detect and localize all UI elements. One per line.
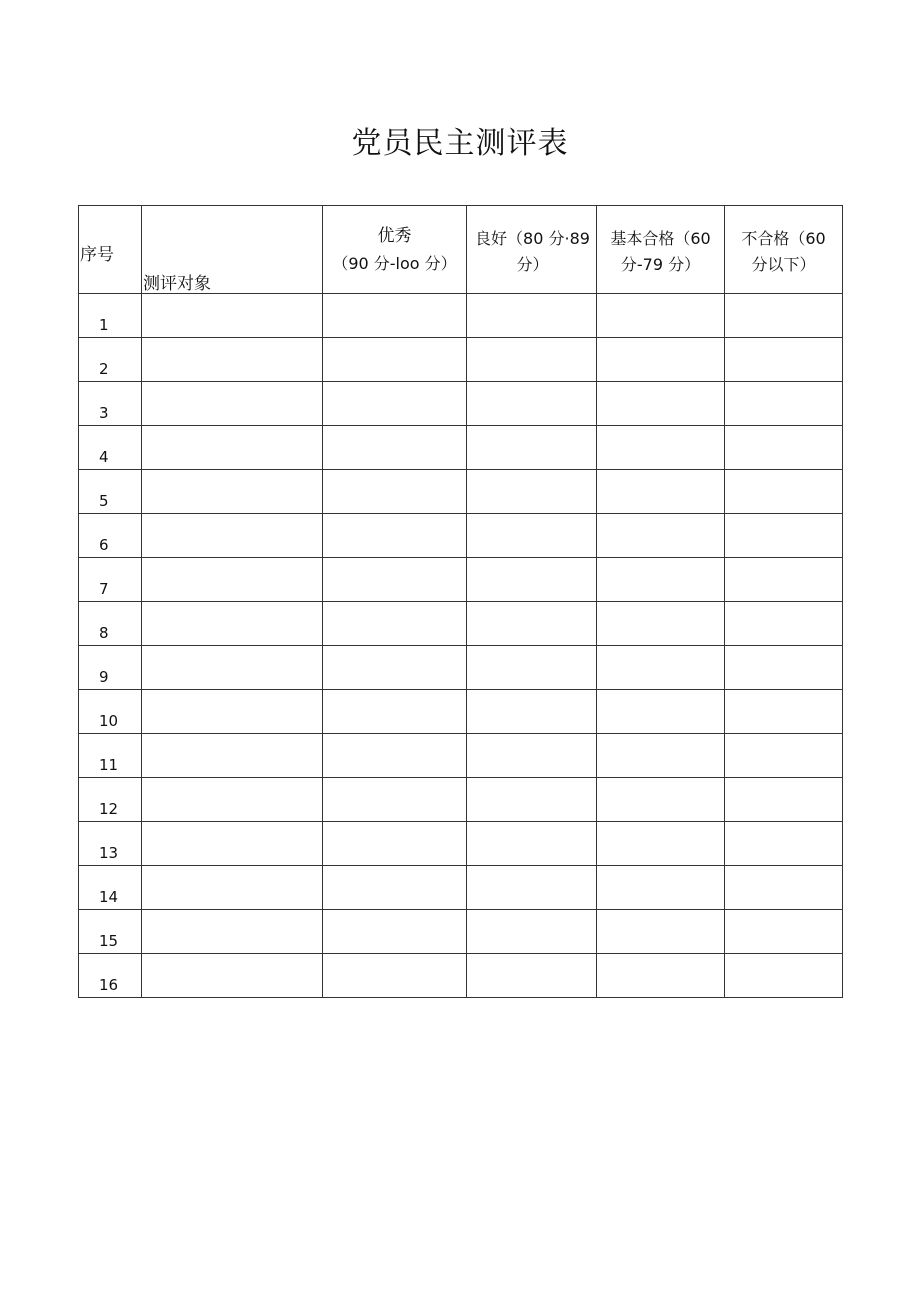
good-cell[interactable] (467, 558, 597, 602)
subject-cell[interactable] (142, 646, 323, 690)
row-index: 10 (99, 712, 119, 730)
subject-cell[interactable] (142, 734, 323, 778)
excellent-cell[interactable] (323, 602, 467, 646)
subject-cell[interactable] (142, 338, 323, 382)
header-basic-line1: 基本合格（60 (610, 229, 711, 248)
page-title: 党员民主测评表 (351, 126, 569, 161)
subject-cell[interactable] (142, 822, 323, 866)
header-good-line1: 良好（80 分·89 (475, 229, 590, 248)
basic-pass-cell[interactable] (597, 734, 725, 778)
basic-pass-cell[interactable] (597, 602, 725, 646)
header-fail (725, 206, 843, 294)
fail-cell[interactable] (725, 558, 843, 602)
fail-cell[interactable] (725, 382, 843, 426)
row-index-cell (79, 338, 142, 382)
fail-cell[interactable] (725, 690, 843, 734)
subject-cell[interactable] (142, 426, 323, 470)
row-index-cell (79, 382, 142, 426)
subject-cell[interactable] (142, 602, 323, 646)
table-row (79, 646, 843, 690)
good-cell[interactable] (467, 470, 597, 514)
basic-pass-cell[interactable] (597, 514, 725, 558)
row-index-cell (79, 514, 142, 558)
table-row (79, 470, 843, 514)
good-cell[interactable] (467, 514, 597, 558)
row-index-cell (79, 470, 142, 514)
excellent-cell[interactable] (323, 514, 467, 558)
basic-pass-cell[interactable] (597, 382, 725, 426)
row-index: 4 (99, 448, 109, 466)
subject-cell[interactable] (142, 690, 323, 734)
subject-cell[interactable] (142, 778, 323, 822)
header-fail-line2: 分以下） (751, 255, 816, 274)
basic-pass-cell[interactable] (597, 866, 725, 910)
header-excellent (323, 206, 467, 294)
basic-pass-cell[interactable] (597, 822, 725, 866)
table-row (79, 294, 843, 338)
table-row (79, 338, 843, 382)
row-index: 8 (99, 624, 109, 642)
subject-cell[interactable] (142, 910, 323, 954)
basic-pass-cell[interactable] (597, 646, 725, 690)
row-index-cell (79, 954, 142, 998)
good-cell[interactable] (467, 734, 597, 778)
basic-pass-cell[interactable] (597, 338, 725, 382)
basic-pass-cell[interactable] (597, 426, 725, 470)
table-row (79, 822, 843, 866)
good-cell[interactable] (467, 866, 597, 910)
header-row (79, 206, 843, 294)
header-basic-line2: 分-79 分） (620, 255, 701, 274)
table-row (79, 778, 843, 822)
excellent-cell[interactable] (323, 910, 467, 954)
header-index-label: 序号 (80, 245, 114, 265)
table-row (79, 602, 843, 646)
good-cell[interactable] (467, 426, 597, 470)
basic-pass-cell[interactable] (597, 470, 725, 514)
excellent-cell[interactable] (323, 690, 467, 734)
header-subject-label: 测评对象 (143, 274, 211, 294)
row-index-cell (79, 426, 142, 470)
excellent-cell[interactable] (323, 734, 467, 778)
good-cell[interactable] (467, 294, 597, 338)
row-index-cell (79, 778, 142, 822)
row-index: 15 (99, 932, 119, 950)
header-good-line2: 分） (516, 255, 549, 274)
row-index: 16 (99, 976, 119, 994)
fail-cell[interactable] (725, 822, 843, 866)
header-index (79, 206, 142, 294)
subject-cell[interactable] (142, 866, 323, 910)
excellent-cell[interactable] (323, 338, 467, 382)
excellent-cell[interactable] (323, 778, 467, 822)
table-row (79, 514, 843, 558)
excellent-cell[interactable] (323, 558, 467, 602)
excellent-cell[interactable] (323, 822, 467, 866)
table-row (79, 690, 843, 734)
row-index: 14 (99, 888, 119, 906)
subject-cell[interactable] (142, 954, 323, 998)
subject-cell[interactable] (142, 558, 323, 602)
fail-cell[interactable] (725, 954, 843, 998)
excellent-cell[interactable] (323, 866, 467, 910)
fail-cell[interactable] (725, 866, 843, 910)
row-index: 3 (99, 404, 109, 422)
fail-cell[interactable] (725, 734, 843, 778)
header-good (467, 206, 597, 294)
row-index: 6 (99, 536, 109, 554)
header-basic-pass (597, 206, 725, 294)
subject-cell[interactable] (142, 470, 323, 514)
good-cell[interactable] (467, 910, 597, 954)
table-row (79, 954, 843, 998)
fail-cell[interactable] (725, 294, 843, 338)
good-cell[interactable] (467, 382, 597, 426)
good-cell[interactable] (467, 954, 597, 998)
table-row (79, 382, 843, 426)
row-index-cell (79, 294, 142, 338)
good-cell[interactable] (467, 338, 597, 382)
good-cell[interactable] (467, 778, 597, 822)
row-index-cell (79, 734, 142, 778)
row-index-cell (79, 910, 142, 954)
row-index: 5 (99, 492, 109, 510)
row-index-cell (79, 690, 142, 734)
header-excellent-label: 优秀 (377, 226, 412, 246)
row-index-cell (79, 866, 142, 910)
evaluation-table (78, 205, 843, 998)
basic-pass-cell[interactable] (597, 294, 725, 338)
excellent-cell[interactable] (323, 470, 467, 514)
header-fail-line1: 不合格（60 (741, 229, 826, 248)
row-index-cell (79, 602, 142, 646)
subject-cell[interactable] (142, 294, 323, 338)
table-row (79, 734, 843, 778)
table-row (79, 426, 843, 470)
row-index: 13 (99, 844, 119, 862)
subject-cell[interactable] (142, 382, 323, 426)
row-index: 9 (99, 668, 109, 686)
header-subject (142, 206, 323, 294)
fail-cell[interactable] (725, 470, 843, 514)
basic-pass-cell[interactable] (597, 778, 725, 822)
fail-cell[interactable] (725, 646, 843, 690)
header-excellent-range: （90 分-loo 分） (332, 254, 457, 273)
fail-cell[interactable] (725, 910, 843, 954)
row-index-cell (79, 558, 142, 602)
table-row (79, 910, 843, 954)
row-index: 2 (99, 360, 109, 378)
row-index-cell (79, 646, 142, 690)
table-row (79, 558, 843, 602)
basic-pass-cell[interactable] (597, 910, 725, 954)
fail-cell[interactable] (725, 602, 843, 646)
row-index: 12 (99, 800, 119, 818)
row-index: 11 (99, 756, 119, 774)
basic-pass-cell[interactable] (597, 954, 725, 998)
excellent-cell[interactable] (323, 382, 467, 426)
excellent-cell[interactable] (323, 426, 467, 470)
row-index-cell (79, 822, 142, 866)
row-index: 1 (99, 316, 109, 334)
fail-cell[interactable] (725, 778, 843, 822)
fail-cell[interactable] (725, 426, 843, 470)
table-row (79, 866, 843, 910)
subject-cell[interactable] (142, 514, 323, 558)
excellent-cell[interactable] (323, 954, 467, 998)
basic-pass-cell[interactable] (597, 690, 725, 734)
excellent-cell[interactable] (323, 646, 467, 690)
good-cell[interactable] (467, 646, 597, 690)
good-cell[interactable] (467, 602, 597, 646)
basic-pass-cell[interactable] (597, 558, 725, 602)
good-cell[interactable] (467, 822, 597, 866)
good-cell[interactable] (467, 690, 597, 734)
fail-cell[interactable] (725, 338, 843, 382)
row-index: 7 (99, 580, 109, 598)
excellent-cell[interactable] (323, 294, 467, 338)
fail-cell[interactable] (725, 514, 843, 558)
